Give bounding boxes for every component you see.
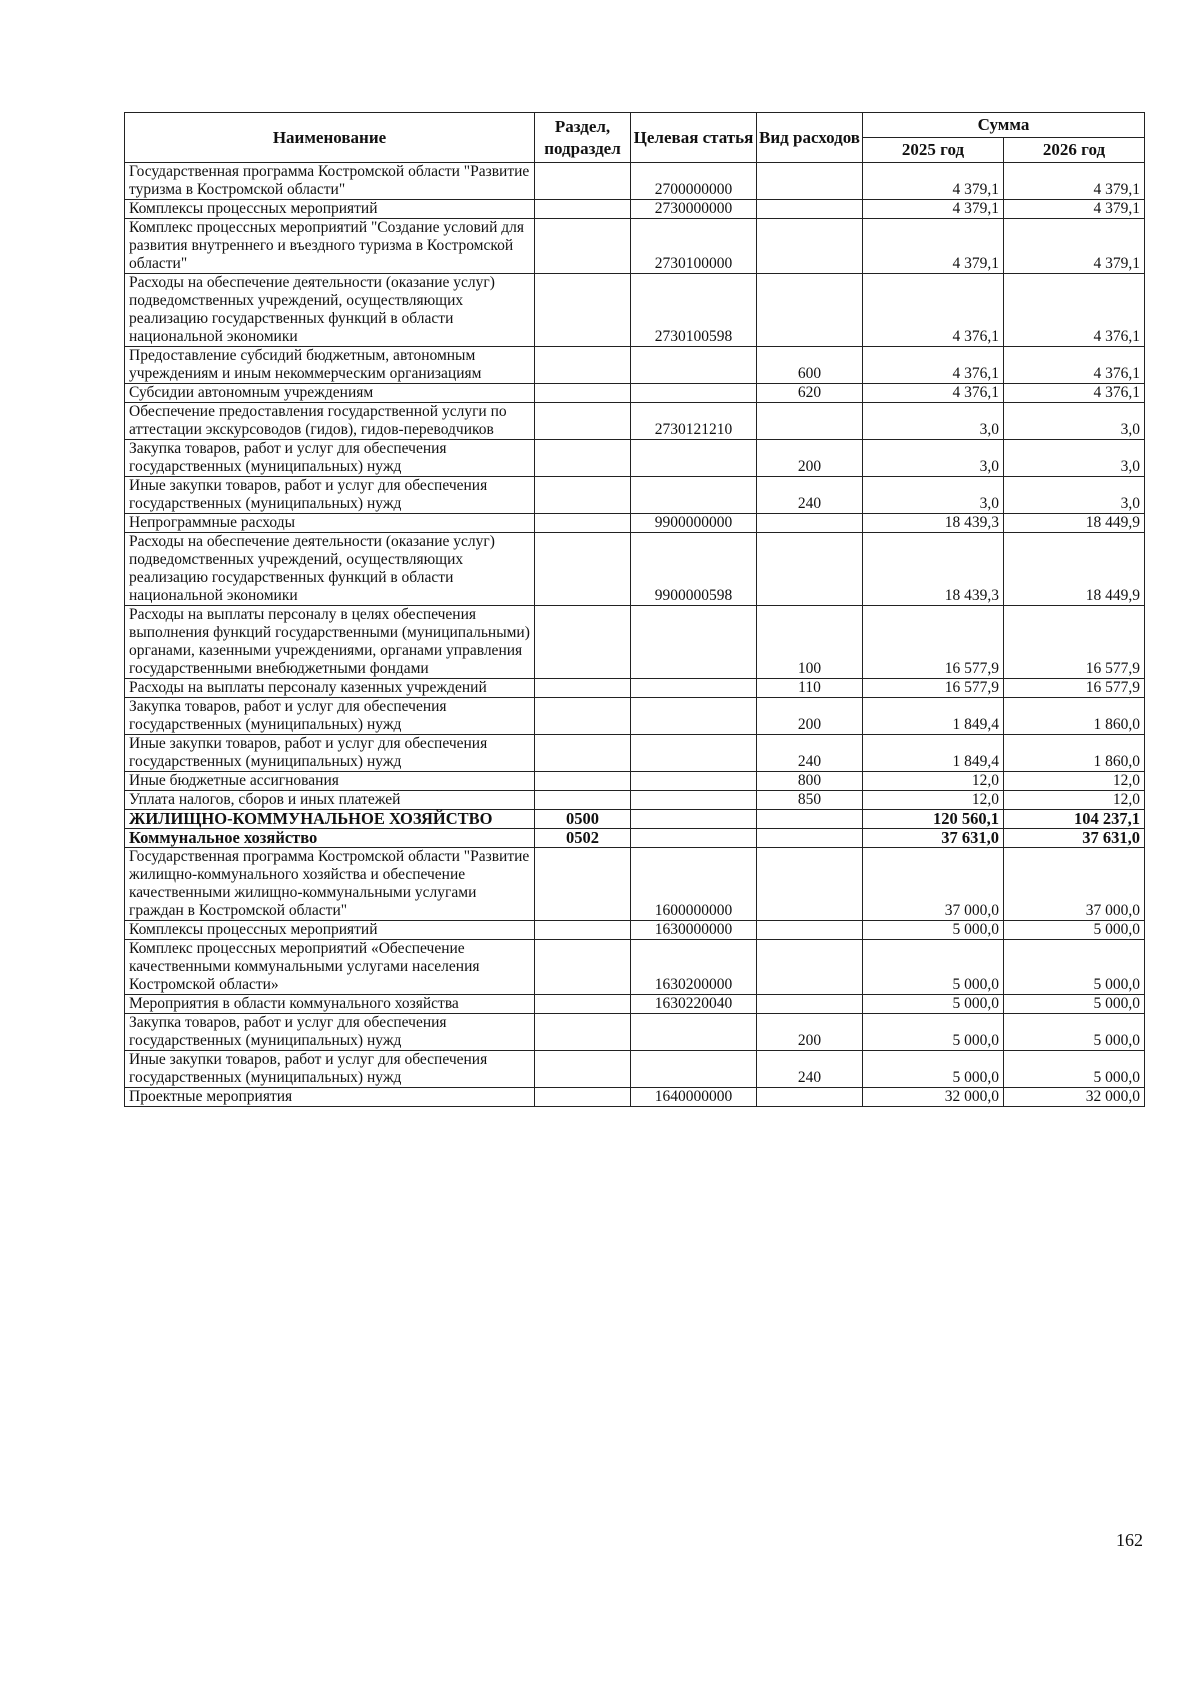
table-row — [125, 533, 1145, 606]
table-row — [125, 219, 1145, 274]
cell-kind — [757, 533, 863, 606]
cell-kind — [757, 274, 863, 347]
cell-kind: 200 — [757, 1014, 863, 1051]
cell-2026: 3,0 — [1004, 440, 1145, 477]
table-body — [125, 163, 1145, 1107]
cell-name: Комплексы процессных мероприятий — [125, 921, 535, 940]
table-row — [125, 995, 1145, 1014]
cell-2025: 16 577,9 — [863, 606, 1004, 679]
cell-section — [535, 772, 631, 791]
cell-kind — [757, 200, 863, 219]
table-row — [125, 1088, 1145, 1107]
cell-target — [631, 606, 757, 679]
cell-2026: 4 379,1 — [1004, 219, 1145, 274]
cell-2026: 3,0 — [1004, 477, 1145, 514]
cell-2025: 4 379,1 — [863, 200, 1004, 219]
cell-2025: 3,0 — [863, 477, 1004, 514]
cell-name: Уплата налогов, сборов и иных платежей — [125, 791, 535, 810]
cell-kind — [757, 810, 863, 829]
cell-2025: 4 376,1 — [863, 274, 1004, 347]
budget-table — [124, 112, 1145, 1107]
cell-target: 1630000000 — [631, 921, 757, 940]
cell-2025: 12,0 — [863, 772, 1004, 791]
cell-section — [535, 477, 631, 514]
cell-kind — [757, 514, 863, 533]
cell-target — [631, 829, 757, 848]
cell-kind: 620 — [757, 384, 863, 403]
cell-name: Расходы на выплаты персоналу в целях обеспечения выполнения функций государственными (муниципальными) органами, казенными учреждениями, органами управления государственными внебюджетными фондами — [125, 606, 535, 679]
cell-target: 1640000000 — [631, 1088, 757, 1107]
budget-page — [124, 112, 1144, 1107]
cell-kind — [757, 1088, 863, 1107]
cell-section — [535, 940, 631, 995]
cell-target: 1630220040 — [631, 995, 757, 1014]
cell-section — [535, 995, 631, 1014]
cell-target: 2730000000 — [631, 200, 757, 219]
cell-section — [535, 163, 631, 200]
cell-2025: 5 000,0 — [863, 995, 1004, 1014]
cell-section — [535, 1051, 631, 1088]
cell-2025: 5 000,0 — [863, 940, 1004, 995]
table-row — [125, 274, 1145, 347]
cell-target — [631, 791, 757, 810]
cell-target: 9900000598 — [631, 533, 757, 606]
cell-2025: 3,0 — [863, 440, 1004, 477]
cell-2025: 5 000,0 — [863, 1051, 1004, 1088]
cell-section — [535, 403, 631, 440]
cell-2025: 1 849,4 — [863, 735, 1004, 772]
cell-kind — [757, 848, 863, 921]
cell-2026: 5 000,0 — [1004, 940, 1145, 995]
cell-section — [535, 1014, 631, 1051]
table-row — [125, 772, 1145, 791]
cell-name: Расходы на обеспечение деятельности (оказание услуг) подведомственных учреждений, осуществляющих реализацию государственных функций в области национальной экономики — [125, 274, 535, 347]
cell-section: 0500 — [535, 810, 631, 829]
cell-2026: 18 449,9 — [1004, 514, 1145, 533]
header-section: Раздел, подраздел — [535, 113, 631, 163]
cell-name: Расходы на выплаты персоналу казенных учреждений — [125, 679, 535, 698]
cell-kind: 110 — [757, 679, 863, 698]
cell-2026: 4 376,1 — [1004, 384, 1145, 403]
cell-section — [535, 698, 631, 735]
cell-target — [631, 679, 757, 698]
table-row — [125, 514, 1145, 533]
cell-2025: 1 849,4 — [863, 698, 1004, 735]
table-row — [125, 735, 1145, 772]
cell-2026: 32 000,0 — [1004, 1088, 1145, 1107]
cell-section: 0502 — [535, 829, 631, 848]
cell-name: Иные бюджетные ассигнования — [125, 772, 535, 791]
cell-2025: 4 379,1 — [863, 163, 1004, 200]
cell-kind: 850 — [757, 791, 863, 810]
table-row — [125, 163, 1145, 200]
header-kind: Вид расходов — [757, 113, 863, 163]
table-row — [125, 829, 1145, 848]
cell-2026: 4 376,1 — [1004, 347, 1145, 384]
header-year-2025: 2025 год — [863, 138, 1004, 163]
cell-kind — [757, 403, 863, 440]
table-row — [125, 698, 1145, 735]
cell-section — [535, 848, 631, 921]
cell-2026: 1 860,0 — [1004, 735, 1145, 772]
cell-section — [535, 735, 631, 772]
cell-section — [535, 791, 631, 810]
cell-2025: 16 577,9 — [863, 679, 1004, 698]
cell-name: Закупка товаров, работ и услуг для обеспечения государственных (муниципальных) нужд — [125, 440, 535, 477]
cell-name: Субсидии автономным учреждениям — [125, 384, 535, 403]
cell-kind: 200 — [757, 698, 863, 735]
cell-kind: 100 — [757, 606, 863, 679]
cell-section — [535, 514, 631, 533]
cell-kind — [757, 219, 863, 274]
table-row — [125, 848, 1145, 921]
cell-name: Расходы на обеспечение деятельности (оказание услуг) подведомственных учреждений, осуществляющих реализацию государственных функций в области национальной экономики — [125, 533, 535, 606]
cell-name: Закупка товаров, работ и услуг для обеспечения государственных (муниципальных) нужд — [125, 1014, 535, 1051]
cell-2025: 18 439,3 — [863, 514, 1004, 533]
cell-2026: 4 379,1 — [1004, 163, 1145, 200]
cell-section — [535, 921, 631, 940]
cell-2026: 5 000,0 — [1004, 921, 1145, 940]
cell-name: Коммунальное хозяйство — [125, 829, 535, 848]
cell-kind: 600 — [757, 347, 863, 384]
cell-2025: 37 000,0 — [863, 848, 1004, 921]
cell-target — [631, 477, 757, 514]
cell-name: Мероприятия в области коммунального хозяйства — [125, 995, 535, 1014]
cell-section — [535, 440, 631, 477]
cell-2025: 4 379,1 — [863, 219, 1004, 274]
cell-kind: 800 — [757, 772, 863, 791]
cell-kind — [757, 163, 863, 200]
cell-name: Закупка товаров, работ и услуг для обеспечения государственных (муниципальных) нужд — [125, 698, 535, 735]
cell-name: Комплексы процессных мероприятий — [125, 200, 535, 219]
cell-kind — [757, 940, 863, 995]
table-row — [125, 347, 1145, 384]
cell-name: Предоставление субсидий бюджетным, автономным учреждениям и иным некоммерческим организациям — [125, 347, 535, 384]
cell-target — [631, 735, 757, 772]
cell-target — [631, 384, 757, 403]
cell-2025: 32 000,0 — [863, 1088, 1004, 1107]
cell-target: 1600000000 — [631, 848, 757, 921]
cell-section — [535, 274, 631, 347]
cell-name: Комплекс процессных мероприятий "Создание условий для развития внутреннего и въездного туризма в Костромской области" — [125, 219, 535, 274]
cell-kind: 240 — [757, 477, 863, 514]
cell-target — [631, 1051, 757, 1088]
table-header — [125, 113, 1145, 163]
cell-target — [631, 810, 757, 829]
cell-name: Комплекс процессных мероприятий «Обеспечение качественными коммунальными услугами населения Костромской области» — [125, 940, 535, 995]
cell-target — [631, 698, 757, 735]
cell-section — [535, 606, 631, 679]
cell-2025: 5 000,0 — [863, 1014, 1004, 1051]
cell-target — [631, 347, 757, 384]
table-row — [125, 606, 1145, 679]
cell-target: 2730100000 — [631, 219, 757, 274]
cell-kind: 240 — [757, 735, 863, 772]
cell-2026: 1 860,0 — [1004, 698, 1145, 735]
cell-kind: 240 — [757, 1051, 863, 1088]
cell-2025: 18 439,3 — [863, 533, 1004, 606]
cell-name: Иные закупки товаров, работ и услуг для обеспечения государственных (муниципальных) нужд — [125, 477, 535, 514]
cell-section — [535, 200, 631, 219]
cell-section — [535, 679, 631, 698]
table-row — [125, 200, 1145, 219]
table-row — [125, 384, 1145, 403]
cell-target — [631, 772, 757, 791]
table-row — [125, 403, 1145, 440]
cell-name: ЖИЛИЩНО-КОММУНАЛЬНОЕ ХОЗЯЙСТВО — [125, 810, 535, 829]
cell-2026: 4 379,1 — [1004, 200, 1145, 219]
table-row — [125, 440, 1145, 477]
cell-2025: 5 000,0 — [863, 921, 1004, 940]
cell-2026: 3,0 — [1004, 403, 1145, 440]
table-row — [125, 940, 1145, 995]
cell-2025: 12,0 — [863, 791, 1004, 810]
cell-target: 1630200000 — [631, 940, 757, 995]
table-row — [125, 921, 1145, 940]
table-row — [125, 1014, 1145, 1051]
cell-section — [535, 347, 631, 384]
page-number: 162 — [1116, 1530, 1143, 1550]
cell-name: Обеспечение предоставления государственной услуги по аттестации экскурсоводов (гидов), гидов-переводчиков — [125, 403, 535, 440]
cell-target — [631, 1014, 757, 1051]
cell-name: Иные закупки товаров, работ и услуг для обеспечения государственных (муниципальных) нужд — [125, 735, 535, 772]
cell-2025: 4 376,1 — [863, 384, 1004, 403]
cell-name: Непрограммные расходы — [125, 514, 535, 533]
header-year-2026: 2026 год — [1004, 138, 1145, 163]
cell-name: Государственная программа Костромской области "Развитие туризма в Костромской области" — [125, 163, 535, 200]
cell-2025: 37 631,0 — [863, 829, 1004, 848]
cell-2026: 16 577,9 — [1004, 606, 1145, 679]
header-name: Наименование — [125, 113, 535, 163]
cell-2025: 4 376,1 — [863, 347, 1004, 384]
cell-2026: 12,0 — [1004, 791, 1145, 810]
cell-name: Иные закупки товаров, работ и услуг для обеспечения государственных (муниципальных) нужд — [125, 1051, 535, 1088]
table-row — [125, 810, 1145, 829]
cell-target: 2730121210 — [631, 403, 757, 440]
cell-target — [631, 440, 757, 477]
cell-2026: 104 237,1 — [1004, 810, 1145, 829]
table-row — [125, 791, 1145, 810]
table-row — [125, 679, 1145, 698]
cell-2026: 37 631,0 — [1004, 829, 1145, 848]
cell-target: 9900000000 — [631, 514, 757, 533]
cell-section — [535, 219, 631, 274]
cell-2026: 5 000,0 — [1004, 1051, 1145, 1088]
table-row — [125, 1051, 1145, 1088]
cell-name: Проектные мероприятия — [125, 1088, 535, 1107]
cell-target: 2730100598 — [631, 274, 757, 347]
cell-kind: 200 — [757, 440, 863, 477]
cell-2026: 16 577,9 — [1004, 679, 1145, 698]
cell-2026: 5 000,0 — [1004, 1014, 1145, 1051]
cell-2026: 18 449,9 — [1004, 533, 1145, 606]
cell-2025: 3,0 — [863, 403, 1004, 440]
header-sum: Сумма — [863, 113, 1145, 138]
cell-kind — [757, 995, 863, 1014]
cell-section — [535, 384, 631, 403]
cell-target: 2700000000 — [631, 163, 757, 200]
header-target: Целевая статья — [631, 113, 757, 163]
cell-section — [535, 533, 631, 606]
cell-2026: 37 000,0 — [1004, 848, 1145, 921]
table-row — [125, 477, 1145, 514]
cell-2025: 120 560,1 — [863, 810, 1004, 829]
cell-2026: 12,0 — [1004, 772, 1145, 791]
cell-kind — [757, 921, 863, 940]
cell-section — [535, 1088, 631, 1107]
cell-kind — [757, 829, 863, 848]
cell-name: Государственная программа Костромской области "Развитие жилищно-коммунального хозяйства и обеспечение качественными жилищно-коммунальными услугами граждан в Костромской области" — [125, 848, 535, 921]
cell-2026: 5 000,0 — [1004, 995, 1145, 1014]
cell-2026: 4 376,1 — [1004, 274, 1145, 347]
